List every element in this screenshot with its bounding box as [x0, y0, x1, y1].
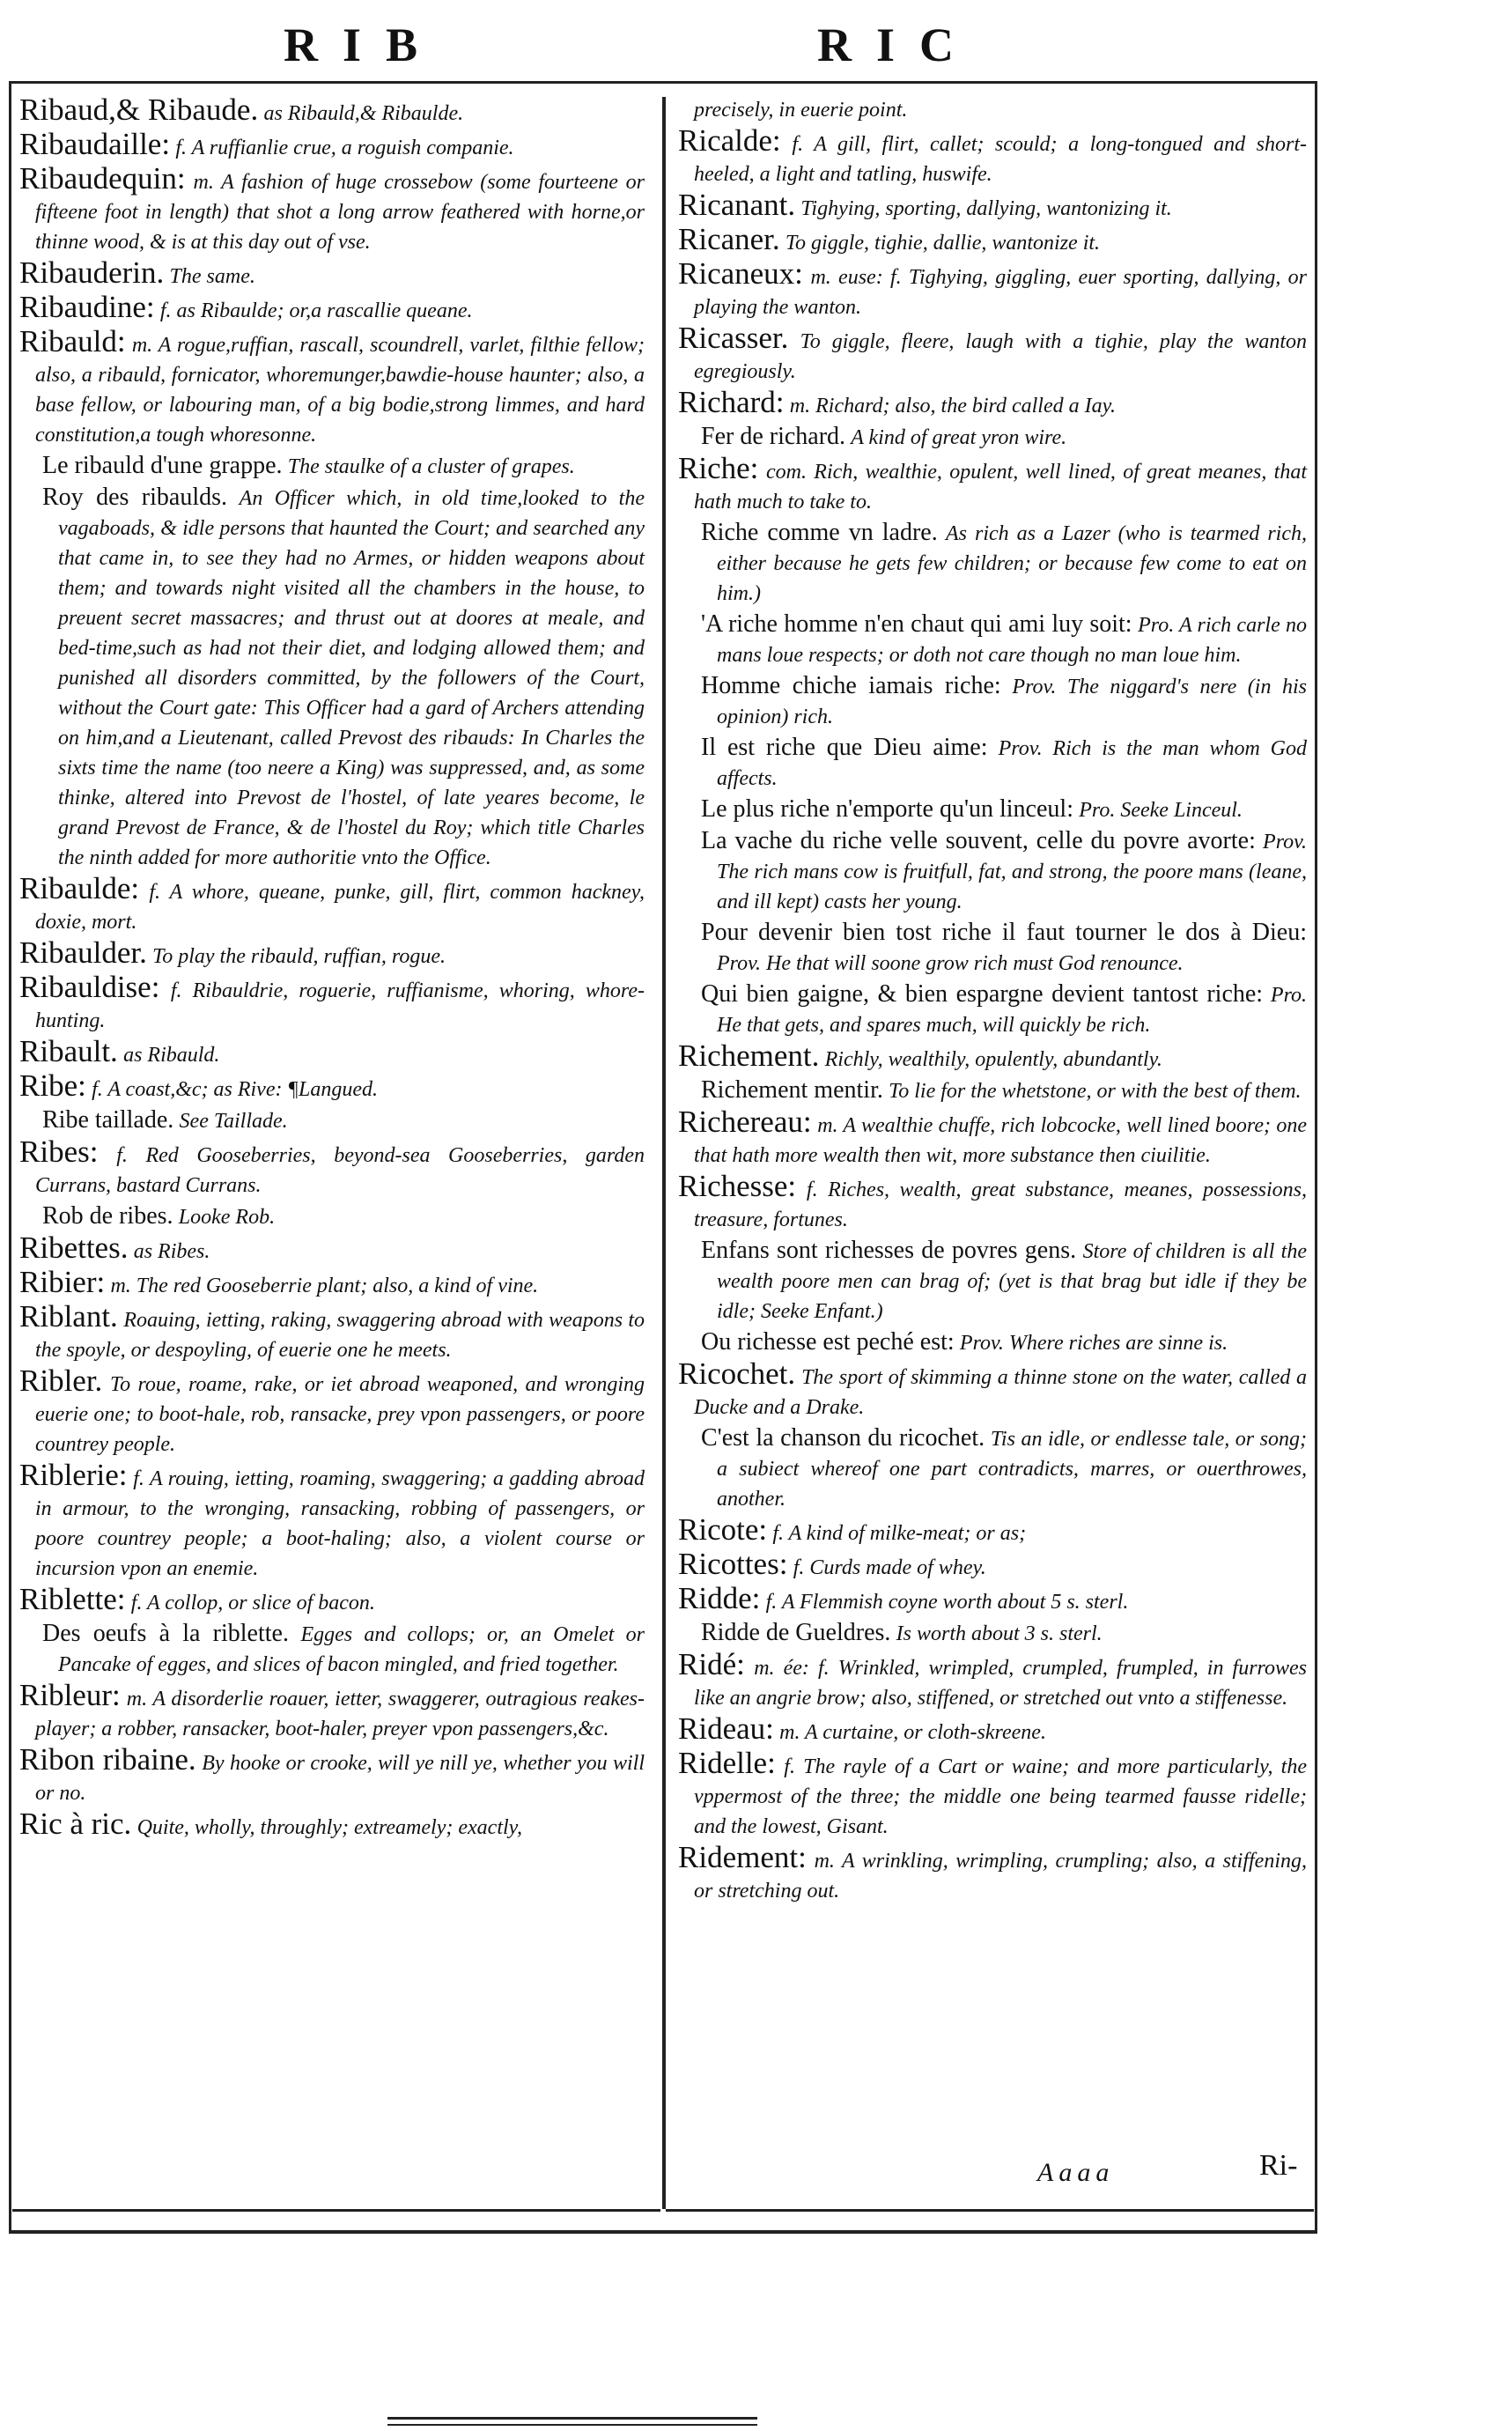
definition: f. A kind of milke-meat; or as; [772, 1522, 1027, 1545]
dictionary-entry [19, 1068, 645, 1105]
headword: Ribaud,& Ribaude. [19, 92, 259, 127]
definition: Pro. He that gets, and spares much, will quickly be rich. [717, 984, 1308, 1037]
definition: f. A collop, or slice of bacon. [130, 1592, 375, 1615]
definition: A kind of great yron wire. [851, 426, 1067, 449]
headword: Riblette: [19, 1582, 126, 1616]
definition: As rich as a Lazer (who is tearmed rich, either because he gets few children; or because few come to eat on him.) [717, 522, 1308, 605]
sub-entry [19, 1105, 645, 1136]
page-bottom-rule [9, 2230, 1317, 2234]
dictionary-entry [678, 123, 1308, 189]
definition: To play the ribauld, ruffian, rogue. [152, 945, 446, 968]
headword: Rob de ribes. [42, 1202, 173, 1230]
definition: To giggle, tighie, dallie, wantonize it. [785, 232, 1101, 255]
dictionary-entry [19, 1460, 645, 1584]
catchword: Ri- [1259, 2149, 1298, 2182]
definition: f. Ribauldrie, roguerie, ruffianisme, whoring, whore-hunting. [35, 979, 645, 1032]
headword: Roy des ribaulds. [42, 484, 227, 511]
dictionary-entry [19, 92, 645, 129]
dictionary-entry [678, 1171, 1307, 1235]
sub-entry [678, 1327, 1307, 1358]
headword: Riblerie: [19, 1458, 128, 1492]
sub-entry [678, 1236, 1307, 1326]
headword: Le ribauld d'une grappe. [42, 452, 283, 479]
definition: Prov. Rich is the man whom God affects. [717, 737, 1308, 790]
definition: m. Richard; also, the bird called a Iay. [789, 395, 1116, 417]
definition: The same. [169, 265, 255, 288]
dictionary-entry [678, 256, 1307, 322]
dictionary-entry [19, 1363, 645, 1459]
definition: f. A Flemmish coyne worth about 5 s. sterl. [765, 1591, 1129, 1614]
definition: m. A rogue,ruffian, rascall, scoundrell, varlet, filthie fellow; also, a ribauld, fornicator, whoremunger,bawdie-house haunter; also, a base fellow, or labouring man, of a big bodie,strong limmes, and hard constitution,a tough whoresonne. [35, 334, 645, 447]
definition: Prov. He that will soone grow rich must God renounce. [717, 952, 1184, 975]
definition: Pro. Seeke Linceul. [1079, 799, 1243, 822]
column-rule-left [12, 2209, 660, 2212]
headword: Des oeufs à la riblette. [42, 1620, 289, 1647]
headword: Riche: [678, 451, 759, 485]
definition: as Ribes. [133, 1240, 210, 1263]
definition: Tighying, sporting, dallying, wantonizing it. [800, 197, 1172, 220]
sub-entry [678, 1618, 1307, 1649]
sub-entry [678, 794, 1307, 825]
column-divider [662, 97, 666, 2209]
dictionary-entry [19, 1809, 645, 1843]
definition: as Ribauld. [123, 1044, 220, 1067]
dictionary-entry [678, 1038, 1307, 1075]
headword: Ricochet. [678, 1356, 796, 1391]
dictionary-entry [678, 1647, 1308, 1713]
definition: f. Curds made of whey. [793, 1556, 986, 1579]
running-head-right: RIC [817, 18, 979, 71]
definition: f. The rayle of a Cart or waine; and more particularly, the vppermost of the three; the middle one being tearmed fausse ridelle; and the lowest, Gisant. [694, 1755, 1307, 1838]
definition: Egges and collops; or, an Omelet or Pancake of egges, and slices of bacon mingled, and fried together. [58, 1623, 645, 1676]
dictionary-entry [678, 1748, 1307, 1842]
definition: m. A wrinkling, wrimpling, crumpling; also, a stiffening, or stretching out. [694, 1850, 1307, 1903]
definition: Roauing, ietting, raking, swaggering abroad with weapons to the spoyle, or despoyling, of euerie one he meets. [35, 1309, 645, 1362]
column-rule-right [666, 2209, 1314, 2212]
headword: Ou richesse est peché est: [701, 1328, 955, 1356]
sub-entry [678, 422, 1307, 453]
headword: Il est riche que Dieu aime: [701, 734, 988, 761]
definition: m. A wealthie chuffe, rich lobcocke, well lined boore; one that hath more wealth then wit, more substance then ciuilitie. [694, 1114, 1308, 1167]
definition: Store of children is all the wealth poore men can brag of; (yet is that brag but idle if they be idle; Seeke Enfant.) [717, 1240, 1308, 1323]
headword: Ricalde: [678, 123, 781, 158]
headword: Ribleur: [19, 1678, 121, 1712]
sub-entry [19, 1619, 645, 1680]
headword: Ribaudequin: [19, 161, 186, 196]
sub-entry [678, 979, 1307, 1040]
headword: Ribauld: [19, 324, 126, 358]
headword: Enfans sont richesses de povres gens. [701, 1237, 1077, 1264]
sub-entry [19, 1201, 645, 1232]
definition: Prov. The rich mans cow is fruitfull, fat, and strong, the poore mans (leane, and ill kept) casts her young. [717, 831, 1308, 913]
definition: An Officer which, in old time,looked to the vagaboads, & idle persons that haunted the Court; and searched any that came in, to see they had no Armes, or hidden weapons about them; and towards night visited all the chambers in the house, to preuent secret massacres; and thrust out at doores at meale, and bed-time,such as had not their diet, and lodging allowed them; and punished all disorders committed, by the followers of the Court, without the Court gate: This Officer had a gard of Archers attending on him,and a Lieutenant, called Prevost des ribauds: In Charles the sixts time the name (too neere a King) was suppressed, and, as some thinke, altered into Prevost de l'hostel, of late yeares become, le grand Prevost de France, & de l'hostel du Roy; which title Charles the ninth added for more authoritie vnto the Office. [58, 487, 645, 869]
definition: The sport of skimming a thinne stone on the water, called a Ducke and a Drake. [694, 1366, 1308, 1419]
dictionary-entry [678, 1549, 1307, 1583]
sub-entry [678, 1423, 1307, 1514]
definition: To lie for the whetstone, or with the best of them. [889, 1080, 1302, 1103]
headword: Ribaulde: [19, 871, 140, 905]
definition: Prov. Where riches are sinne is. [959, 1332, 1228, 1355]
headword: Ricaneux: [678, 256, 803, 291]
definition: f. A ruffianlie crue, a roguish companie. [175, 137, 514, 159]
headword: Ridde de Gueldres. [701, 1619, 891, 1646]
definition: f. Red Gooseberries, beyond-sea Gooseberries, garden Currans, bastard Currans. [35, 1144, 645, 1197]
sub-entry [678, 610, 1307, 670]
left-column [19, 92, 645, 1844]
dictionary-entry [19, 1299, 645, 1365]
dictionary-entry [19, 1582, 645, 1618]
definition: f. A gill, flirt, callet; scould; a long-tongued and short-heeled, a light and tatling, huswife. [694, 133, 1308, 186]
headword: Ric à ric. [19, 1807, 132, 1841]
headword: Ricottes: [678, 1547, 788, 1581]
sub-entry [678, 671, 1307, 732]
definition: To roue, roame, rake, or iet abroad weaponed, and wronging euerie one; to boot-hale, rob, ransacke, prey vpon passengers, or poore countrey people. [35, 1373, 645, 1456]
headword: Richard: [678, 385, 785, 419]
definition: Richly, wealthily, opulently, abundantly. [824, 1048, 1162, 1071]
sub-entry [19, 451, 645, 482]
headword: Ribe: [19, 1068, 86, 1103]
sub-entry [678, 1075, 1307, 1106]
dictionary-entry [678, 323, 1307, 387]
headword: Ribauldise: [19, 970, 160, 1004]
definition: By hooke or crooke, will ye nill ye, whether you will or no. [35, 1752, 645, 1805]
dictionary-entry [19, 1134, 645, 1201]
dictionary-entry [19, 255, 645, 292]
sub-entry [678, 918, 1307, 979]
definition: com. Rich, wealthie, opulent, well lined, of great meanes, that hath much to take to. [694, 461, 1307, 514]
dictionary-entry [19, 935, 645, 972]
sub-entry [678, 826, 1307, 917]
bottom-rule [387, 2417, 757, 2420]
dictionary-entry [678, 190, 1307, 224]
dictionary-entry [19, 1230, 645, 1267]
definition: m. A disorderlie roauer, ietter, swaggerer, outragious reakes-player; a robber, ransacker, boot-haler, preyer vpon passengers,&c. [35, 1688, 645, 1740]
headword: Richement. [678, 1038, 820, 1073]
definition: Prov. The niggard's nere (in his opinion) rich. [717, 676, 1307, 728]
headword: Richesse: [678, 1169, 797, 1203]
definition: Quite, wholly, throughly; extreamely; exactly, [136, 1816, 522, 1839]
headword: Riche comme vn ladre. [701, 519, 938, 546]
headword: Qui bien gaigne, & bien espargne devient tantost riche: [701, 980, 1264, 1008]
definition: Is worth about 3 s. sterl. [896, 1622, 1103, 1645]
headword: Le plus riche n'emporte qu'un linceul: [701, 795, 1073, 823]
dictionary-entry [678, 1107, 1307, 1171]
dictionary-entry [678, 1356, 1308, 1422]
definition: The staulke of a cluster of grapes. [287, 455, 575, 478]
dictionary-entry [678, 222, 1307, 258]
headword: Ricanant. [678, 188, 796, 222]
headword: Pour devenir bien tost riche il faut tourner le dos à Dieu: [701, 919, 1307, 946]
headword: Homme chiche iamais riche: [701, 672, 1001, 699]
headword: Richement mentir. [701, 1076, 883, 1104]
sub-entry [678, 733, 1307, 794]
dictionary-entry [19, 129, 645, 163]
headword: Ribault. [19, 1034, 118, 1068]
headword: Ribaudine: [19, 290, 155, 324]
definition: m. The red Gooseberrie plant; also, a kind of vine. [110, 1275, 539, 1297]
dictionary-entry [19, 292, 645, 326]
definition: m. A curtaine, or cloth-skreene. [779, 1721, 1046, 1744]
headword: Richereau: [678, 1105, 812, 1139]
definition: f. A rouing, ietting, roaming, swaggering; a gadding abroad in armour, to the wronging, ransacking, robbing of passengers, or poore countrey people; a boot-haling; also, a violent course or incursion vpon an enemie. [35, 1467, 645, 1580]
headword: La vache du riche velle souvent, celle du povre avorte: [701, 827, 1256, 854]
dictionary-entry [678, 1711, 1307, 1748]
dictionary-entry [678, 1512, 1307, 1548]
headword: Ribler. [19, 1363, 103, 1398]
signature-mark: Aaaa [1037, 2158, 1115, 2187]
sub-entry [678, 518, 1307, 609]
headword: Rideau: [678, 1711, 774, 1746]
dictionary-entry [19, 1034, 645, 1070]
definition: m. A fashion of huge crossebow (some fourteene or fifteene foot in length) that shot a long arrow feathered with horne,or thinne wood, & is at this day out of vse. [35, 171, 645, 254]
dictionary-entry [19, 871, 645, 937]
headword: Ricaner. [678, 222, 780, 256]
headword: Ribaulder. [19, 935, 147, 970]
definition: as Ribauld,& Ribaulde. [263, 102, 464, 125]
definition: Looke Rob. [178, 1206, 276, 1229]
headword: Ridelle: [678, 1746, 776, 1780]
dictionary-entry [678, 451, 1307, 517]
dictionary-entry [19, 161, 645, 257]
dictionary-entry [19, 1267, 645, 1301]
headword: Ridé: [678, 1647, 745, 1681]
dictionary-entry [19, 1678, 645, 1744]
headword: C'est la chanson du ricochet. [701, 1424, 985, 1452]
definition: precisely, in euerie point. [694, 99, 908, 122]
headword: Ribier: [19, 1265, 106, 1299]
sub-entry [19, 483, 645, 873]
headword: Ribettes. [19, 1230, 129, 1265]
dictionary-entry [678, 95, 1307, 125]
headword: Riblant. [19, 1299, 118, 1334]
definition: Pro. A rich carle no mans loue respects; or doth not care though no man loue him. [717, 614, 1308, 667]
headword: Ridde: [678, 1581, 761, 1615]
headword: 'A riche homme n'en chaut qui ami luy soit: [701, 610, 1132, 638]
dictionary-entry [678, 1581, 1307, 1617]
definition: See Taillade. [179, 1110, 288, 1133]
headword: Ricasser. [678, 321, 789, 355]
definition: f. A whore, queane, punke, gill, flirt, common hackney, doxie, mort. [35, 881, 645, 934]
right-column [678, 95, 1307, 1907]
bottom-rule-secondary [387, 2424, 757, 2426]
dictionary-entry [19, 1742, 645, 1808]
headword: Ribe taillade. [42, 1106, 174, 1134]
definition: m. euse: f. Tighying, giggling, euer sporting, dallying, or playing the wanton. [694, 266, 1307, 319]
dictionary-entry [19, 972, 645, 1036]
headword: Ribaudaille: [19, 127, 171, 161]
dictionary-entry [678, 1840, 1307, 1906]
headword: Ribon ribaine. [19, 1742, 196, 1777]
headword: Ridement: [678, 1840, 807, 1874]
dictionary-entry [19, 324, 645, 450]
headword: Ribes: [19, 1134, 99, 1169]
running-head-left: RIB [284, 18, 443, 71]
definition: Tis an idle, or endlesse tale, or song; a subiect whereof one part contradicts, marres, or ouerthrowes, another. [717, 1428, 1308, 1511]
definition: To giggle, fleere, laugh with a tighie, play the wanton egregiously. [694, 330, 1308, 383]
headword: Ricote: [678, 1512, 768, 1547]
dictionary-entry [678, 385, 1307, 421]
definition: m. ée: f. Wrinkled, wrimpled, crumpled, frumpled, in furrowes like an angrie brow; also, stiffened, or stretched out vnto a stiffenesse. [694, 1657, 1308, 1710]
definition: f. as Ribaulde; or,a rascallie queane. [159, 299, 473, 322]
definition: f. A coast,&c; as Rive: ¶Langued. [92, 1078, 379, 1101]
definition: f. Riches, wealth, great substance, meanes, possessions, treasure, fortunes. [694, 1179, 1308, 1231]
headword: Fer de richard. [701, 423, 846, 450]
headword: Ribauderin. [19, 255, 165, 290]
